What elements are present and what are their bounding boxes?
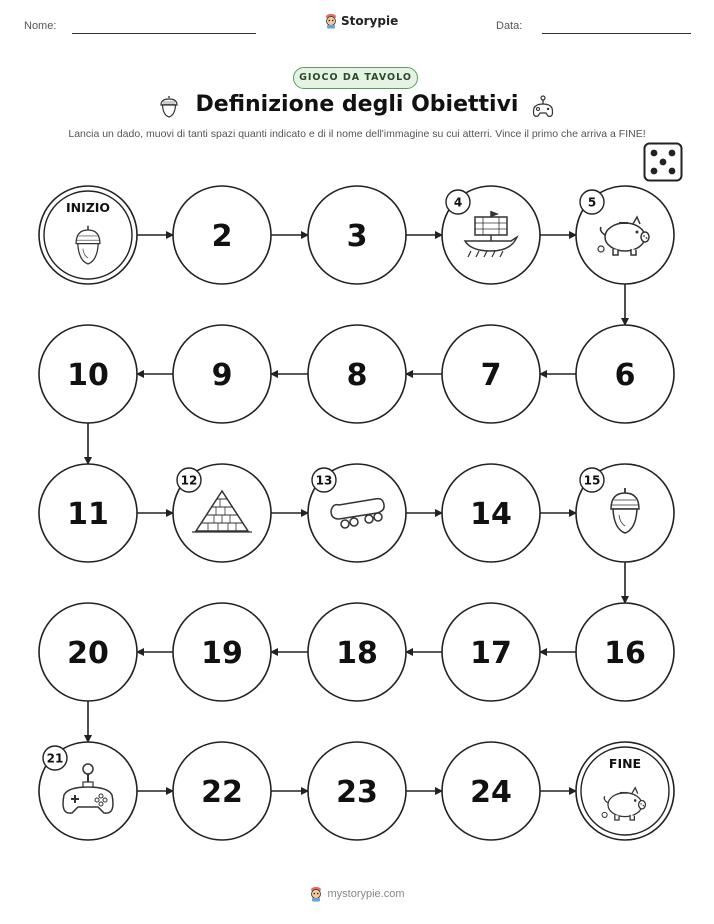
storypie-footer-logo-icon <box>309 886 323 902</box>
board-space <box>308 742 406 840</box>
category-badge: GIOCO DA TAVOLO <box>293 67 418 89</box>
board-space <box>442 742 540 840</box>
date-label: Data: <box>496 20 523 32</box>
space-number: 16 <box>604 636 646 671</box>
space-number-badge <box>580 468 604 492</box>
board-space <box>442 325 540 423</box>
board-space <box>308 603 406 701</box>
board-space <box>173 464 271 562</box>
board-space <box>39 603 137 701</box>
brand-name: Storypie <box>341 14 399 28</box>
svg-text:15: 15 <box>583 473 601 488</box>
space-number: 2 <box>211 219 233 254</box>
space-number: 17 <box>470 636 512 671</box>
space-number-badge <box>43 746 67 770</box>
svg-text:4: 4 <box>453 195 463 210</box>
svg-text:12: 12 <box>180 473 198 488</box>
space-number-badge <box>446 190 470 214</box>
space-number-badge <box>312 468 336 492</box>
board-space <box>308 325 406 423</box>
name-label: Nome: <box>24 20 57 32</box>
space-number: 24 <box>470 775 512 810</box>
space-number: 22 <box>201 775 243 810</box>
start-space <box>39 186 137 284</box>
board-space <box>173 603 271 701</box>
space-number: 3 <box>346 219 368 254</box>
finish-space <box>576 742 674 840</box>
board-space <box>39 464 137 562</box>
board-space <box>308 186 406 284</box>
board-space <box>442 464 540 562</box>
board-space <box>576 325 674 423</box>
space-number: 9 <box>211 358 233 393</box>
board-space <box>308 464 406 562</box>
board-space <box>39 325 137 423</box>
space-number: 23 <box>336 775 378 810</box>
space-number: 8 <box>346 358 368 393</box>
svg-text:21: 21 <box>46 751 64 766</box>
space-label: INIZIO <box>65 200 111 215</box>
board-space <box>173 186 271 284</box>
space-number: 14 <box>470 497 512 532</box>
svg-text:5: 5 <box>587 195 597 210</box>
board-space <box>173 742 271 840</box>
instructions: Lancia un dado, muovi di tanti spazi quanti indicato e di il nome dell'immagine su cui atterri. Vince il primo che arriva a FINE! <box>68 128 646 140</box>
space-number: 10 <box>67 358 109 393</box>
page-title: Definizione degli Obiettivi <box>195 92 519 117</box>
space-number: 11 <box>67 497 109 532</box>
space-label: FINE <box>608 756 642 771</box>
space-number: 19 <box>201 636 243 671</box>
board-space <box>442 603 540 701</box>
board-space <box>576 603 674 701</box>
footer-url: mystorypie.com <box>327 888 405 900</box>
space-number-badge <box>177 468 201 492</box>
board-space <box>576 464 674 562</box>
footer <box>0 886 714 902</box>
board-space <box>442 186 540 284</box>
space-number: 7 <box>480 358 502 393</box>
space-number: 20 <box>67 636 109 671</box>
board-space <box>173 325 271 423</box>
space-number: 18 <box>336 636 378 671</box>
board-space <box>39 742 137 840</box>
svg-text:13: 13 <box>315 473 333 488</box>
space-number: 6 <box>614 358 636 393</box>
board-space <box>576 186 674 284</box>
space-number-badge <box>580 190 604 214</box>
